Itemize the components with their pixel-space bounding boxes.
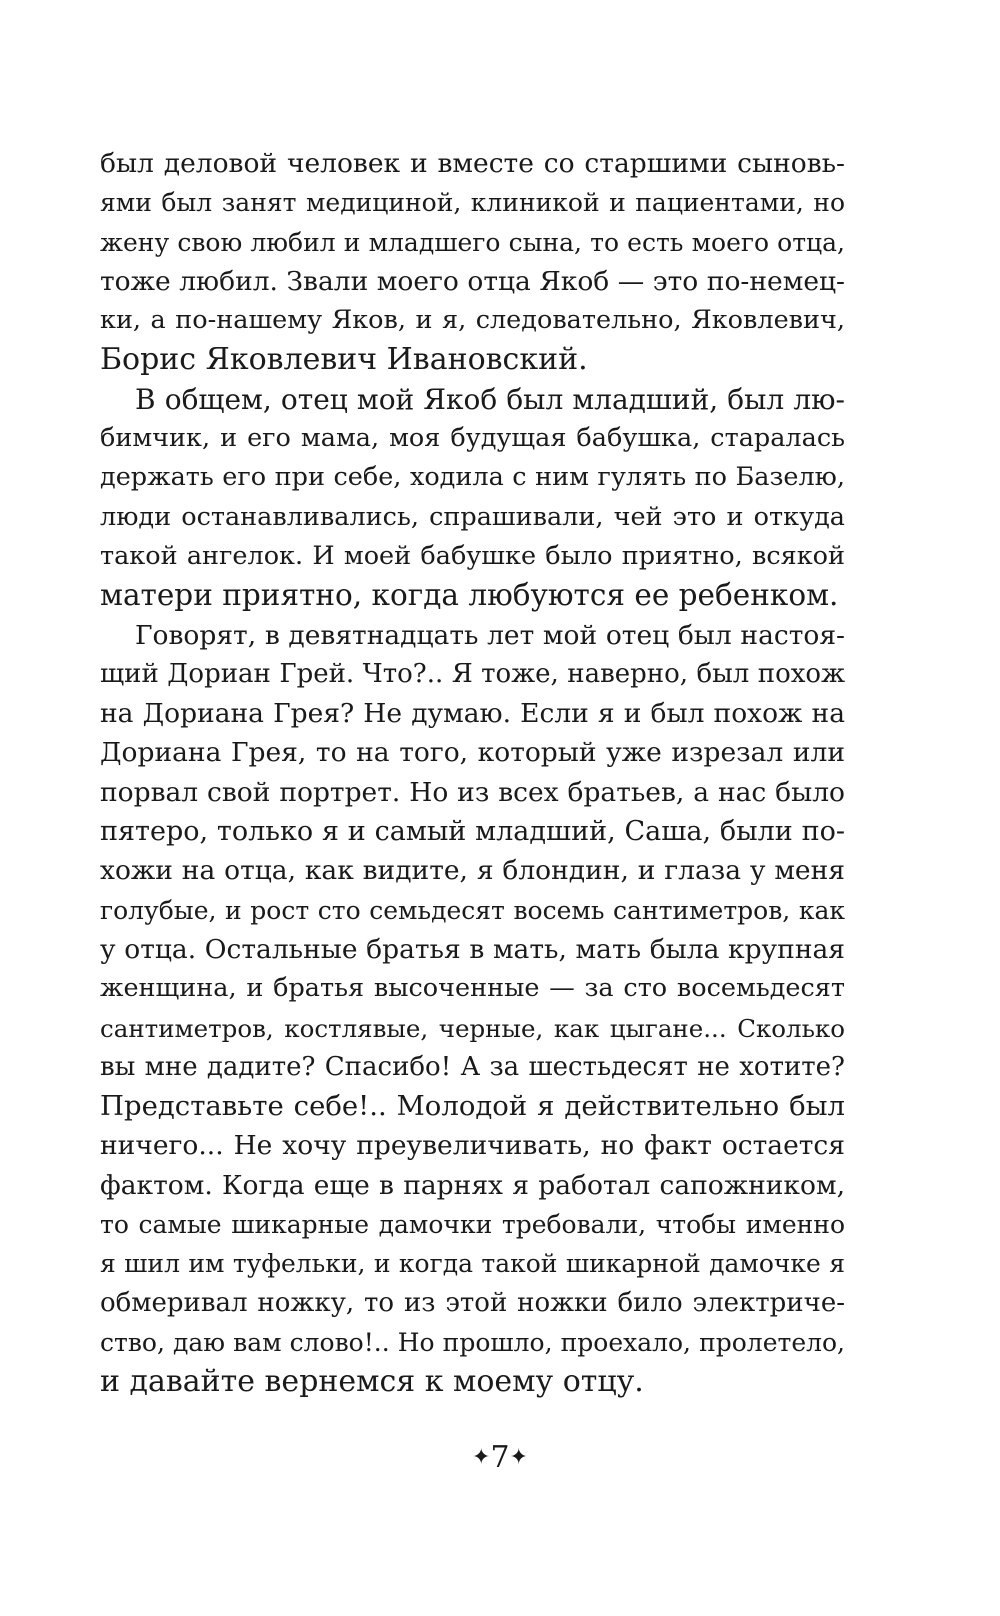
text-line: порвал свой портрет. Но из всех братьев, а нас было <box>100 776 845 808</box>
paragraph <box>100 380 845 616</box>
text-line: Дориана Грея, то на того, который уже изрезал или <box>100 737 845 769</box>
text-line: Говорят, в девятнадцать лет мой отец был настоя- <box>135 619 845 651</box>
page-number-value: 7 <box>490 1440 510 1475</box>
text-line: хожи на отца, как видите, я блондин, и глаза у меня <box>100 855 845 887</box>
text-line: на Дориана Грея? Не думаю. Если я и был похож на <box>100 698 845 730</box>
text-line: ями был занят медициной, клиникой и пациентами, но <box>100 188 845 218</box>
text-line: обмеривал ножку, то из этой ножки било электриче- <box>100 1287 845 1318</box>
paragraph <box>100 616 845 1402</box>
text-line: Представьте себе!.. Молодой я действительно был <box>100 1090 845 1123</box>
page-number <box>0 1438 1000 1478</box>
text-line: такой ангелок. И моей бабушке было приятно, всякой <box>100 540 845 571</box>
text-line: ки, а по-нашему Яков, и я, следовательно, Яковлевич, <box>100 305 845 336</box>
star-ornament-icon: ✦ <box>509 1445 528 1470</box>
text-line: вы мне дадите? Спасибо! А за шестьдесят не хотите? <box>100 1051 845 1082</box>
text-line: то самые шикарные дамочки требовали, чтобы именно <box>100 1210 845 1240</box>
star-ornament-icon: ✦ <box>472 1445 491 1470</box>
text-line: был деловой человек и вместе со старшими сыновь- <box>100 148 845 179</box>
text-line: ство, даю вам слово!.. Но прошло, проехало, пролетело, <box>100 1327 845 1357</box>
text-line: матери приятно, когда любуются ее ребенком. <box>100 578 839 613</box>
text-line: бимчик, и его мама, моя будущая бабушка, старалась <box>100 423 845 454</box>
text-line: фактом. Когда еще в парнях я работал сапожником, <box>100 1169 845 1201</box>
text-line: люди останавливались, спрашивали, чей это и откуда <box>100 501 845 532</box>
text-line: я шил им туфельки, и когда такой шикарной дамочке я <box>100 1249 845 1279</box>
text-line: держать его при себе, ходила с ним гулять по Базелю, <box>100 462 845 493</box>
text-line: тоже любил. Звали моего отца Якоб — это по-немец- <box>100 265 845 297</box>
text-line: сантиметров, костлявые, черные, как цыгане... Сколько <box>100 1013 845 1043</box>
text-line: женщина, и братья высоченные — за сто восемьдесят <box>100 973 845 1004</box>
paragraph <box>100 144 845 380</box>
text-line: и давайте вернемся к моему отцу. <box>100 1364 644 1400</box>
text-line: у отца. Остальные братья в мать, мать была крупная <box>100 933 845 965</box>
body-text <box>100 144 845 1402</box>
text-line: В общем, отец мой Якоб был младший, был лю- <box>135 382 845 416</box>
text-line: голубые, и рост сто семьдесят восемь сантиметров, как <box>100 895 845 925</box>
text-line: ничего... Не хочу преувеличивать, но факт остается <box>100 1130 845 1162</box>
text-line: пятеро, только я и самый младший, Саша, были по- <box>100 816 845 848</box>
text-line: щий Дориан Грей. Что?.. Я тоже, наверно, был похож <box>100 658 845 689</box>
text-line: Борис Яковлевич Ивановский. <box>100 342 588 378</box>
text-line: жену свою любил и младшего сына, то есть моего отца, <box>100 227 845 257</box>
